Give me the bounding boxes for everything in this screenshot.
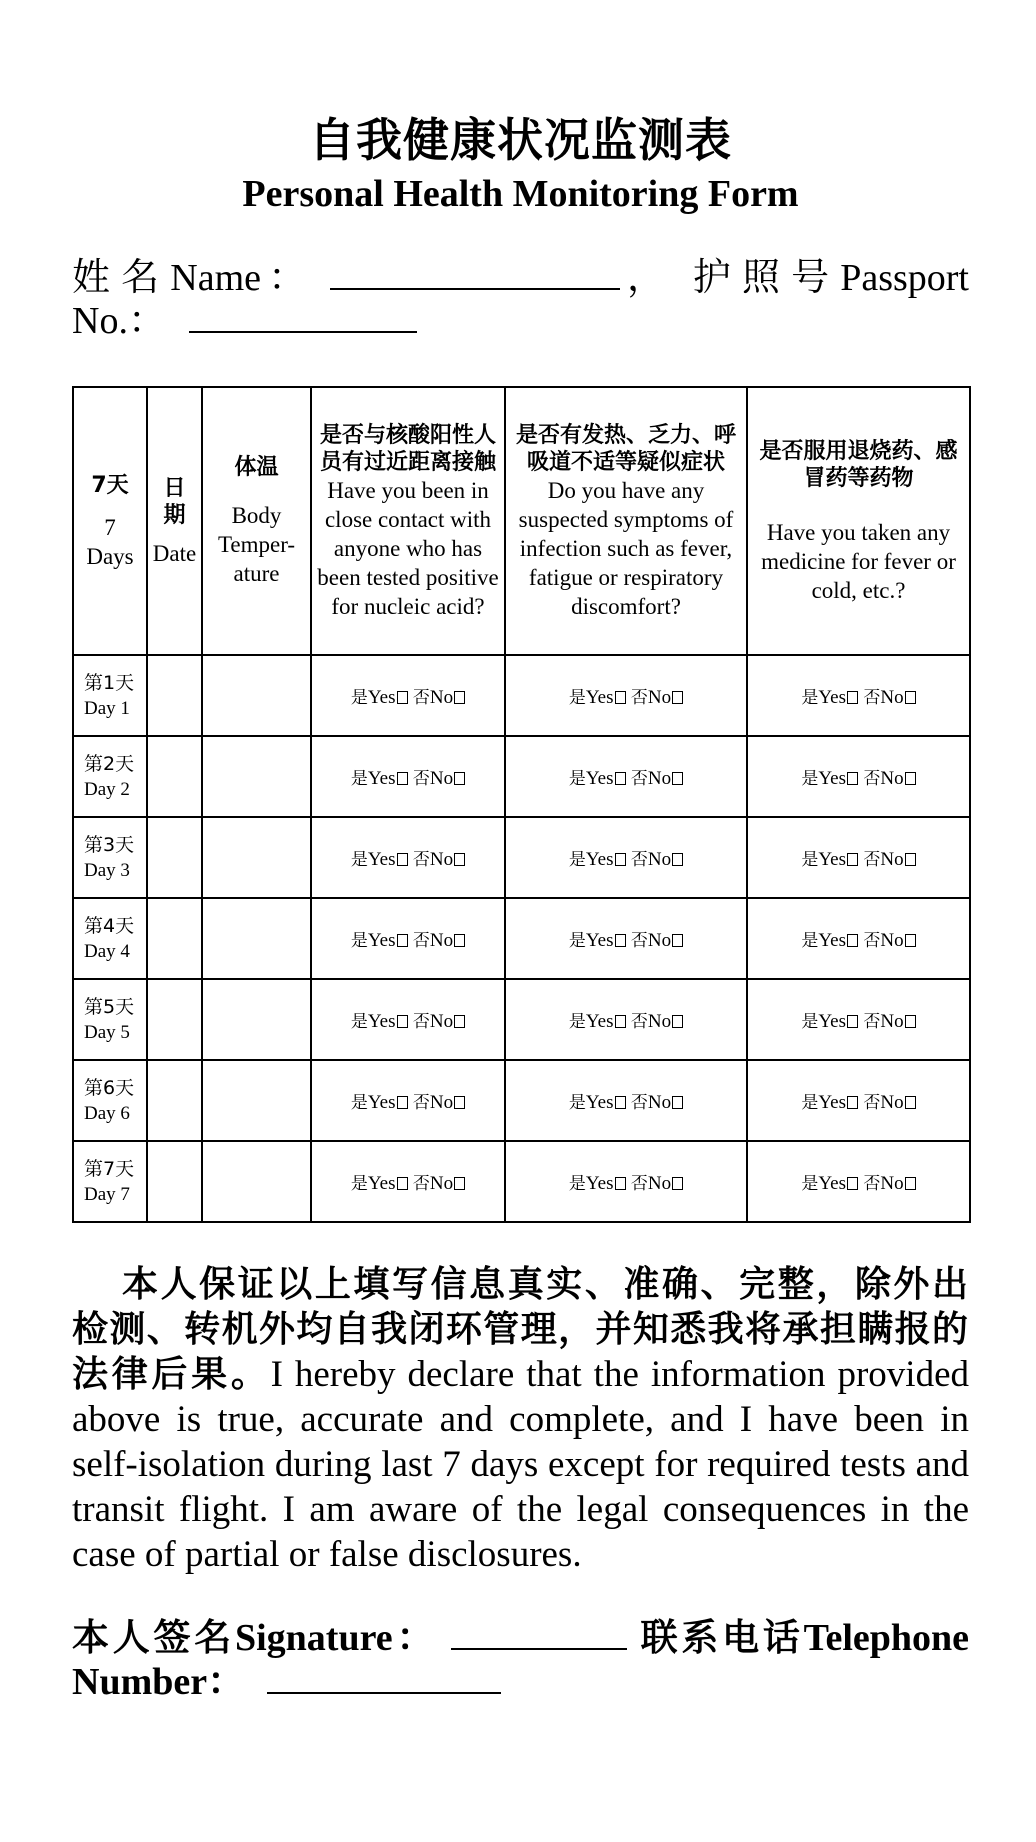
no-label-cn: 否 bbox=[412, 687, 430, 708]
name-passport-line bbox=[72, 255, 969, 300]
header-temperature-en: Body Temper-ature bbox=[217, 503, 296, 586]
header-symptoms bbox=[505, 387, 747, 655]
yes-label-cn: 是 bbox=[801, 849, 819, 870]
no-label-en: No bbox=[880, 1010, 904, 1032]
yes-label-en: Yes bbox=[585, 686, 614, 708]
no-checkbox[interactable] bbox=[454, 934, 465, 947]
yes-label-en: Yes bbox=[818, 686, 846, 708]
header-date-cn: 日期 bbox=[163, 475, 186, 528]
no-label-en: No bbox=[429, 848, 454, 870]
yes-label-cn: 是 bbox=[350, 849, 368, 870]
day-label-cn: 第6天 bbox=[84, 1076, 135, 1099]
temperature-input-cell[interactable] bbox=[202, 898, 311, 979]
yes-label-en: Yes bbox=[585, 1172, 614, 1194]
yes-label-en: Yes bbox=[367, 1091, 396, 1113]
yes-label-cn: 是 bbox=[568, 1173, 586, 1194]
symptoms-yes-no-cell bbox=[505, 1141, 747, 1222]
no-label-cn: 否 bbox=[863, 768, 881, 789]
day-label-en: Day 7 bbox=[84, 1183, 130, 1205]
no-checkbox[interactable] bbox=[672, 1096, 683, 1109]
no-checkbox[interactable] bbox=[454, 853, 465, 866]
no-label-cn: 否 bbox=[863, 1092, 881, 1113]
date-input-cell[interactable] bbox=[147, 655, 202, 736]
yes-label-en: Yes bbox=[818, 848, 846, 870]
declaration-en: I hereby declare that the information provided above is true, accurate and complete, and I have been in self-isolation during last 7 days except for required tests and transit flight. I am aware of the legal consequences in the case of partial or false disclosures. bbox=[72, 1354, 969, 1575]
header-days bbox=[73, 387, 147, 655]
signature-line bbox=[72, 1615, 969, 1661]
day-label-en: Day 1 bbox=[84, 697, 130, 719]
no-label-en: No bbox=[647, 767, 672, 789]
no-checkbox[interactable] bbox=[454, 1096, 465, 1109]
yes-label-en: Yes bbox=[367, 848, 396, 870]
date-input-cell[interactable] bbox=[147, 817, 202, 898]
no-label-cn: 否 bbox=[630, 687, 648, 708]
header-days-cn: 7天 bbox=[91, 472, 129, 498]
no-label-cn: 否 bbox=[863, 930, 881, 951]
no-checkbox[interactable] bbox=[672, 1015, 683, 1028]
header-medicine bbox=[747, 387, 970, 655]
day-label-cell bbox=[73, 817, 147, 898]
no-label-en: No bbox=[429, 1010, 454, 1032]
temperature-input-cell[interactable] bbox=[202, 736, 311, 817]
header-symptoms-en: Do you have any suspected symptoms of infection such as fever, fatigue or respiratory discomfort? bbox=[518, 477, 734, 619]
yes-label-cn: 是 bbox=[801, 1011, 819, 1032]
yes-label-en: Yes bbox=[818, 1172, 846, 1194]
day-label-en: Day 5 bbox=[84, 1021, 130, 1043]
day-label-cell bbox=[73, 655, 147, 736]
yes-checkbox[interactable] bbox=[397, 1015, 408, 1028]
day-label-cell bbox=[73, 898, 147, 979]
name-label-cn: 姓名 bbox=[72, 255, 171, 299]
signature-label-en: Signature： bbox=[234, 1617, 439, 1659]
no-label-en: No bbox=[880, 767, 904, 789]
day-label-cn: 第1天 bbox=[84, 671, 135, 694]
day-label-en: Day 2 bbox=[84, 778, 130, 800]
header-temperature-cn: 体温 bbox=[234, 455, 279, 480]
table-row bbox=[73, 1060, 970, 1141]
day-label-cn: 第5天 bbox=[84, 995, 135, 1018]
no-label-cn: 否 bbox=[630, 1173, 648, 1194]
yes-checkbox[interactable] bbox=[615, 1096, 626, 1109]
yes-label-cn: 是 bbox=[801, 687, 819, 708]
no-checkbox[interactable] bbox=[454, 1177, 465, 1190]
yes-label-cn: 是 bbox=[568, 687, 586, 708]
yes-label-cn: 是 bbox=[568, 1092, 586, 1113]
no-checkbox[interactable] bbox=[905, 934, 916, 947]
day-label-cell bbox=[73, 736, 147, 817]
medicine-yes-no-cell bbox=[747, 898, 970, 979]
temperature-input-cell[interactable] bbox=[202, 655, 311, 736]
header-contact-cn: 是否与核酸阳性人员有过近距离接触 bbox=[319, 422, 496, 475]
contact-yes-no-cell bbox=[311, 655, 505, 736]
medicine-yes-no-cell bbox=[747, 979, 970, 1060]
no-label-cn: 否 bbox=[630, 1011, 648, 1032]
day-label-cn: 第2天 bbox=[84, 752, 135, 775]
yes-label-cn: 是 bbox=[568, 768, 586, 789]
yes-checkbox[interactable] bbox=[847, 691, 858, 704]
date-input-cell[interactable] bbox=[147, 898, 202, 979]
yes-label-en: Yes bbox=[367, 1010, 396, 1032]
yes-label-cn: 是 bbox=[568, 1011, 586, 1032]
no-checkbox[interactable] bbox=[672, 772, 683, 785]
yes-label-cn: 是 bbox=[568, 849, 586, 870]
header-date bbox=[147, 387, 202, 655]
table-row bbox=[73, 1141, 970, 1222]
yes-label-cn: 是 bbox=[801, 930, 819, 951]
no-label-en: No bbox=[647, 848, 672, 870]
yes-checkbox[interactable] bbox=[847, 853, 858, 866]
yes-checkbox[interactable] bbox=[615, 1177, 626, 1190]
day-label-en: Day 4 bbox=[84, 940, 130, 962]
contact-yes-no-cell bbox=[311, 736, 505, 817]
table-row bbox=[73, 655, 970, 736]
no-label-en: No bbox=[647, 1172, 672, 1194]
header-medicine-en: Have you taken any medicine for fever or cold, etc.? bbox=[761, 519, 956, 603]
no-label-en: No bbox=[880, 929, 904, 951]
no-checkbox[interactable] bbox=[454, 691, 465, 704]
date-input-cell[interactable] bbox=[147, 1141, 202, 1222]
no-checkbox[interactable] bbox=[905, 772, 916, 785]
yes-label-cn: 是 bbox=[350, 1173, 368, 1194]
day-label-en: Day 6 bbox=[84, 1102, 130, 1124]
no-label-en: No bbox=[429, 1172, 454, 1194]
no-label-cn: 否 bbox=[630, 849, 648, 870]
medicine-yes-no-cell bbox=[747, 736, 970, 817]
yes-label-en: Yes bbox=[818, 767, 846, 789]
no-label-en: No bbox=[429, 686, 454, 708]
no-label-en: No bbox=[429, 929, 454, 951]
day-label-cn: 第7天 bbox=[84, 1157, 135, 1180]
no-label-en: No bbox=[429, 767, 454, 789]
telephone-number-line bbox=[72, 1660, 501, 1705]
yes-checkbox[interactable] bbox=[847, 772, 858, 785]
yes-label-cn: 是 bbox=[801, 1173, 819, 1194]
day-label-cn: 第3天 bbox=[84, 833, 135, 856]
yes-label-en: Yes bbox=[367, 1172, 396, 1194]
yes-label-en: Yes bbox=[818, 1091, 846, 1113]
no-checkbox[interactable] bbox=[672, 934, 683, 947]
yes-label-en: Yes bbox=[585, 767, 614, 789]
telephone-label-en: Telephone bbox=[803, 1617, 970, 1659]
no-label-en: No bbox=[647, 929, 672, 951]
no-label-cn: 否 bbox=[412, 1092, 430, 1113]
comma-separator: ， bbox=[619, 255, 677, 299]
yes-checkbox[interactable] bbox=[397, 853, 408, 866]
day-label-en: Day 3 bbox=[84, 859, 130, 881]
header-medicine-cn: 是否服用退烧药、感冒药等药物 bbox=[759, 438, 958, 491]
symptoms-yes-no-cell bbox=[505, 1060, 747, 1141]
contact-yes-no-cell bbox=[311, 898, 505, 979]
day-label-cell bbox=[73, 979, 147, 1060]
no-checkbox[interactable] bbox=[454, 1015, 465, 1028]
declaration-cn: 本人保证以上填写信息真实、准确、完整，除外出检测、转机外均自我闭环管理，并知悉我将承担瞒报的法律后果。 bbox=[72, 1264, 969, 1395]
temperature-input-cell[interactable] bbox=[202, 817, 311, 898]
day-label-cn: 第4天 bbox=[84, 914, 135, 937]
no-label-cn: 否 bbox=[412, 1011, 430, 1032]
yes-checkbox[interactable] bbox=[397, 1177, 408, 1190]
no-label-en: No bbox=[880, 686, 904, 708]
no-label-cn: 否 bbox=[630, 768, 648, 789]
yes-label-en: Yes bbox=[367, 929, 396, 951]
passport-label-en: Passport bbox=[840, 257, 969, 299]
yes-label-cn: 是 bbox=[350, 1011, 368, 1032]
yes-label-cn: 是 bbox=[350, 687, 368, 708]
no-checkbox[interactable] bbox=[905, 1177, 916, 1190]
header-temperature bbox=[202, 387, 311, 655]
contact-yes-no-cell bbox=[311, 979, 505, 1060]
yes-checkbox[interactable] bbox=[615, 853, 626, 866]
yes-label-en: Yes bbox=[818, 929, 846, 951]
passport-label-cn: 护照号 bbox=[692, 255, 841, 299]
symptoms-yes-no-cell bbox=[505, 898, 747, 979]
form-title-chinese: 自我健康状况监测表 bbox=[309, 113, 732, 167]
telephone-blank-field[interactable] bbox=[267, 1662, 501, 1694]
telephone-label-cn: 联系电话 bbox=[640, 1616, 804, 1659]
yes-label-cn: 是 bbox=[350, 768, 368, 789]
date-input-cell[interactable] bbox=[147, 979, 202, 1060]
no-checkbox[interactable] bbox=[672, 691, 683, 704]
no-label-cn: 否 bbox=[863, 849, 881, 870]
yes-label-cn: 是 bbox=[350, 1092, 368, 1113]
signature-blank-field[interactable] bbox=[451, 1618, 627, 1650]
yes-checkbox[interactable] bbox=[397, 1096, 408, 1109]
passport-number-line bbox=[72, 299, 417, 343]
medicine-yes-no-cell bbox=[747, 1060, 970, 1141]
yes-checkbox[interactable] bbox=[397, 934, 408, 947]
yes-label-cn: 是 bbox=[350, 930, 368, 951]
symptoms-yes-no-cell bbox=[505, 655, 747, 736]
yes-checkbox[interactable] bbox=[615, 772, 626, 785]
no-checkbox[interactable] bbox=[905, 691, 916, 704]
medicine-yes-no-cell bbox=[747, 817, 970, 898]
no-label-cn: 否 bbox=[630, 1092, 648, 1113]
medicine-yes-no-cell bbox=[747, 655, 970, 736]
yes-label-en: Yes bbox=[585, 848, 614, 870]
contact-yes-no-cell bbox=[311, 817, 505, 898]
table-row bbox=[73, 817, 970, 898]
table-header-row bbox=[73, 387, 970, 655]
yes-checkbox[interactable] bbox=[847, 934, 858, 947]
no-label-en: No bbox=[429, 1091, 454, 1113]
day-label-cell bbox=[73, 1141, 147, 1222]
header-contact-en: Have you been in close contact with anyone who has been tested positive for nucleic acid? bbox=[317, 477, 499, 619]
medicine-yes-no-cell bbox=[747, 1141, 970, 1222]
signature-label-cn: 本人签名 bbox=[72, 1616, 235, 1659]
no-label-en: No bbox=[647, 686, 672, 708]
symptoms-yes-no-cell bbox=[505, 817, 747, 898]
no-label-cn: 否 bbox=[412, 1173, 430, 1194]
yes-label-en: Yes bbox=[585, 1091, 614, 1113]
symptoms-yes-no-cell bbox=[505, 979, 747, 1060]
yes-checkbox[interactable] bbox=[615, 1015, 626, 1028]
no-label-en: No bbox=[880, 848, 904, 870]
yes-label-en: Yes bbox=[585, 1010, 614, 1032]
no-checkbox[interactable] bbox=[905, 1015, 916, 1028]
yes-checkbox[interactable] bbox=[847, 1177, 858, 1190]
no-checkbox[interactable] bbox=[454, 772, 465, 785]
no-checkbox[interactable] bbox=[905, 853, 916, 866]
no-checkbox[interactable] bbox=[672, 853, 683, 866]
no-label-en: No bbox=[647, 1091, 672, 1113]
name-label-en: Name： bbox=[170, 257, 314, 299]
no-label-cn: 否 bbox=[630, 930, 648, 951]
yes-checkbox[interactable] bbox=[615, 934, 626, 947]
yes-label-cn: 是 bbox=[568, 930, 586, 951]
telephone-number-label: Number： bbox=[72, 1661, 246, 1703]
date-input-cell[interactable] bbox=[147, 736, 202, 817]
header-contact bbox=[311, 387, 505, 655]
yes-label-en: Yes bbox=[585, 929, 614, 951]
yes-checkbox[interactable] bbox=[615, 691, 626, 704]
name-blank-field[interactable] bbox=[330, 258, 620, 290]
no-label-en: No bbox=[880, 1091, 904, 1113]
yes-label-en: Yes bbox=[367, 686, 396, 708]
no-checkbox[interactable] bbox=[672, 1177, 683, 1190]
yes-label-en: Yes bbox=[818, 1010, 846, 1032]
table-row bbox=[73, 898, 970, 979]
temperature-input-cell[interactable] bbox=[202, 1060, 311, 1141]
day-label-cell bbox=[73, 1060, 147, 1141]
no-label-en: No bbox=[880, 1172, 904, 1194]
header-symptoms-cn: 是否有发热、乏力、呼吸道不适等疑似症状 bbox=[515, 422, 736, 475]
no-label-cn: 否 bbox=[412, 768, 430, 789]
contact-yes-no-cell bbox=[311, 1141, 505, 1222]
table-row bbox=[73, 979, 970, 1060]
yes-checkbox[interactable] bbox=[397, 772, 408, 785]
header-days-en: 7 Days bbox=[86, 514, 134, 569]
contact-yes-no-cell bbox=[311, 1060, 505, 1141]
no-checkbox[interactable] bbox=[905, 1096, 916, 1109]
yes-label-en: Yes bbox=[367, 767, 396, 789]
no-label-cn: 否 bbox=[863, 1011, 881, 1032]
passport-no-label: No.： bbox=[72, 300, 166, 342]
yes-label-cn: 是 bbox=[801, 768, 819, 789]
table-row bbox=[73, 736, 970, 817]
temperature-input-cell[interactable] bbox=[202, 979, 311, 1060]
symptoms-yes-no-cell bbox=[505, 736, 747, 817]
yes-checkbox[interactable] bbox=[397, 691, 408, 704]
declaration-paragraph bbox=[72, 1262, 969, 1577]
yes-label-cn: 是 bbox=[801, 1092, 819, 1113]
monitoring-table bbox=[72, 386, 971, 1223]
temperature-input-cell[interactable] bbox=[202, 1141, 311, 1222]
yes-checkbox[interactable] bbox=[847, 1015, 858, 1028]
no-label-cn: 否 bbox=[863, 1173, 881, 1194]
no-label-en: No bbox=[647, 1010, 672, 1032]
no-label-cn: 否 bbox=[412, 849, 430, 870]
passport-blank-field[interactable] bbox=[189, 301, 417, 333]
no-label-cn: 否 bbox=[412, 930, 430, 951]
form-title-english: Personal Health Monitoring Form bbox=[242, 173, 799, 215]
no-label-cn: 否 bbox=[863, 687, 881, 708]
header-date-en: Date bbox=[152, 540, 197, 566]
date-input-cell[interactable] bbox=[147, 1060, 202, 1141]
yes-checkbox[interactable] bbox=[847, 1096, 858, 1109]
